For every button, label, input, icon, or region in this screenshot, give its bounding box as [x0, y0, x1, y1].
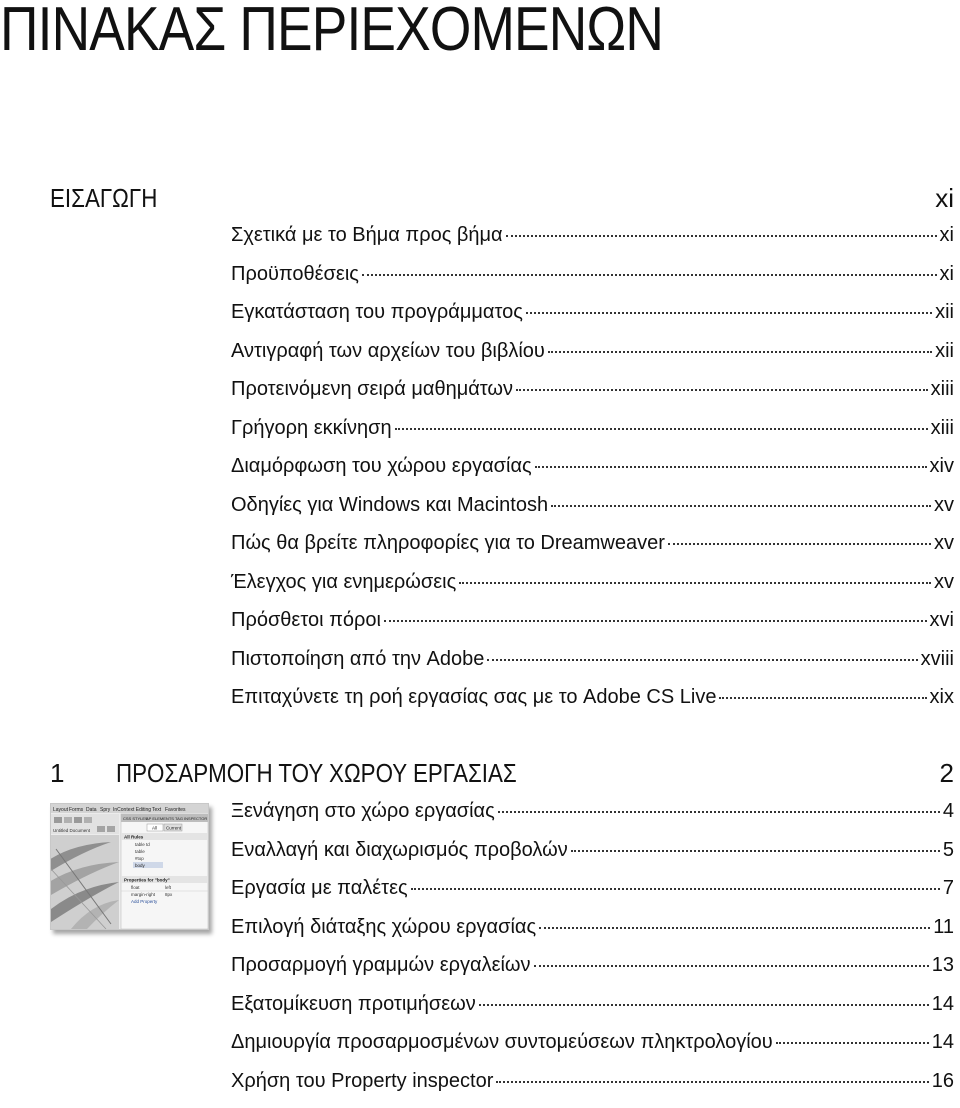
toc-entry-page: xiv: [930, 455, 954, 478]
thumb-menu-2: Data: [86, 807, 97, 813]
toc-entry-title: Ξενάγηση στο χώρο εργασίας: [231, 800, 495, 823]
toc-entry-page: 4: [943, 800, 954, 823]
thumb-prop-name-1: margin-right: [131, 892, 156, 897]
toc-entry[interactable]: [231, 224, 954, 263]
thumb-add-property: Add Property: [131, 899, 158, 904]
dot-leader: [516, 389, 928, 391]
thumb-doc-label: Untitled Document: [53, 828, 91, 833]
toc-entry-page: xii: [935, 301, 954, 324]
toc-entry[interactable]: [231, 648, 954, 687]
dot-leader: [498, 811, 940, 813]
toc-entry-page: xvi: [930, 609, 954, 632]
dot-leader: [411, 888, 940, 890]
toc-entry[interactable]: [231, 916, 954, 955]
toc-entry[interactable]: [231, 532, 954, 571]
toc-entry-page: xi: [940, 224, 954, 247]
intro-heading: [50, 183, 954, 217]
dot-leader: [539, 927, 930, 929]
toc-entry-page: xiii: [931, 378, 954, 401]
chapter1-number: 1: [50, 758, 64, 789]
dot-leader: [719, 697, 926, 699]
intro-toc-list: [231, 224, 954, 725]
toc-entry[interactable]: [231, 263, 954, 302]
toc-entry[interactable]: [231, 571, 954, 610]
toc-entry[interactable]: [231, 378, 954, 417]
toc-entry-page: xi: [940, 263, 954, 286]
toc-entry-page: 11: [933, 916, 954, 939]
thumb-prop-name-0: float: [131, 885, 140, 890]
toc-entry-title: Προσαρμογή γραμμών εργαλείων: [231, 954, 531, 977]
dot-leader: [534, 965, 929, 967]
toc-entry-page: 16: [932, 1070, 954, 1093]
toc-entry[interactable]: [231, 455, 954, 494]
dot-leader: [496, 1081, 928, 1083]
toc-entry[interactable]: [231, 494, 954, 533]
dot-leader: [571, 850, 940, 852]
thumb-rule-1: table: [135, 849, 145, 854]
dot-leader: [479, 1004, 929, 1006]
toc-entry-title: Επιλογή διάταξης χώρου εργασίας: [231, 916, 536, 939]
toc-entry-title: Γρήγορη εκκίνηση: [231, 417, 392, 440]
toc-entry-page: 13: [932, 954, 954, 977]
thumb-menu-4: InContext Editing: [113, 807, 151, 813]
toc-entry-title: Εναλλαγή και διαχωρισμός προβολών: [231, 839, 568, 862]
thumb-menu-1: Forms: [69, 807, 84, 813]
toc-entry-title: Επιταχύνετε τη ροή εργασίας σας με το Adobe CS Live: [231, 686, 716, 709]
toc-entry[interactable]: [231, 800, 954, 839]
chapter1-heading: [50, 758, 954, 792]
toc-entry-page: xix: [930, 686, 954, 709]
toc-entry-title: Πρόσθετοι πόροι: [231, 609, 381, 632]
intro-title: ΕΙΣΑΓΩΓΗ: [50, 183, 157, 214]
thumb-menu-5: Text: [152, 807, 162, 813]
thumb-prop-value-1: 8px: [165, 892, 173, 897]
dot-leader: [459, 582, 931, 584]
dot-leader: [668, 543, 931, 545]
toc-entry-title: Εξατομίκευση προτιμήσεων: [231, 993, 476, 1016]
toc-entry-title: Προϋποθέσεις: [231, 263, 359, 286]
toc-entry[interactable]: [231, 1070, 954, 1108]
thumb-properties-label: Properties for "body": [124, 878, 170, 883]
thumb-menu-3: Spry: [100, 807, 111, 813]
thumb-rule-3: body: [135, 863, 146, 868]
toc-entry-title: Πώς θα βρείτε πληροφορίες για το Dreamweaver: [231, 532, 665, 555]
toc-entry-page: 5: [943, 839, 954, 862]
toc-entry-page: xv: [934, 571, 954, 594]
dot-leader: [487, 659, 917, 661]
thumb-btn-all: All: [152, 826, 157, 831]
dot-leader: [362, 274, 937, 276]
toc-entry-page: 14: [932, 993, 954, 1016]
toc-entry[interactable]: [231, 609, 954, 648]
toc-entry[interactable]: [231, 1031, 954, 1070]
toc-entry-title: Έλεγχος για ενημερώσεις: [231, 571, 456, 594]
dot-leader: [551, 505, 931, 507]
thumb-all-rules: All Rules: [124, 835, 144, 840]
toc-entry-page: 14: [932, 1031, 954, 1054]
toc-entry-page: xii: [935, 340, 954, 363]
toc-entry[interactable]: [231, 877, 954, 916]
toc-entry-title: Διαμόρφωση του χώρου εργασίας: [231, 455, 532, 478]
toc-entry-page: xv: [934, 494, 954, 517]
thumb-btn-current: Current: [166, 826, 182, 831]
toc-entry-title: Χρήση του Property inspector: [231, 1070, 493, 1093]
dot-leader: [548, 351, 932, 353]
toc-entry[interactable]: [231, 340, 954, 379]
dot-leader: [776, 1042, 929, 1044]
page-title: ΠΙΝΑΚΑΣ ΠΕΡΙΕΧΟΜΕΝΩΝ: [0, 0, 663, 65]
chapter1-toc-list: [231, 800, 954, 1108]
thumb-tab-1: AP ELEMENTS: [146, 816, 174, 821]
toc-entry-page: xv: [934, 532, 954, 555]
toc-entry-title: Πιστοποίηση από την Adobe: [231, 648, 484, 671]
toc-entry[interactable]: [231, 417, 954, 456]
dot-leader: [384, 620, 927, 622]
thumb-tab-2: TAG INSPECTOR: [175, 816, 207, 821]
thumb-rule-2: #top: [135, 856, 144, 861]
toc-entry-title: Οδηγίες για Windows και Macintosh: [231, 494, 548, 517]
thumb-rule-0: table td: [135, 842, 150, 847]
thumb-prop-value-0: left: [165, 885, 172, 890]
toc-entry[interactable]: [231, 839, 954, 878]
dot-leader: [506, 235, 937, 237]
toc-entry-page: xiii: [931, 417, 954, 440]
toc-entry-title: Εγκατάσταση του προγράμματος: [231, 301, 523, 324]
toc-entry[interactable]: [231, 993, 954, 1032]
dot-leader: [395, 428, 928, 430]
thumb-menu-6: Favorites: [165, 807, 186, 813]
chapter1-thumbnail: [50, 803, 209, 930]
toc-entry[interactable]: [231, 301, 954, 340]
dot-leader: [526, 312, 932, 314]
toc-entry[interactable]: [231, 954, 954, 993]
thumb-tab-0: CSS STYLES: [123, 816, 148, 821]
chapter1-page: 2: [940, 758, 954, 789]
toc-entry-page: 7: [943, 877, 954, 900]
toc-entry-title: Εργασία με παλέτες: [231, 877, 408, 900]
chapter1-title: ΠΡΟΣΑΡΜΟΓΗ ΤΟΥ ΧΩΡΟΥ ΕΡΓΑΣΙΑΣ: [116, 758, 517, 789]
toc-entry-title: Σχετικά με το Βήμα προς βήμα: [231, 224, 503, 247]
toc-entry-title: Δημιουργία προσαρμοσμένων συντομεύσεων πληκτρολογίου: [231, 1031, 773, 1054]
toc-entry-title: Προτεινόμενη σειρά μαθημάτων: [231, 378, 513, 401]
toc-entry-page: xviii: [921, 648, 954, 671]
dot-leader: [535, 466, 927, 468]
toc-entry[interactable]: [231, 686, 954, 725]
thumb-menu-0: Layout: [53, 807, 69, 813]
intro-page: xi: [935, 183, 954, 214]
toc-entry-title: Αντιγραφή των αρχείων του βιβλίου: [231, 340, 545, 363]
